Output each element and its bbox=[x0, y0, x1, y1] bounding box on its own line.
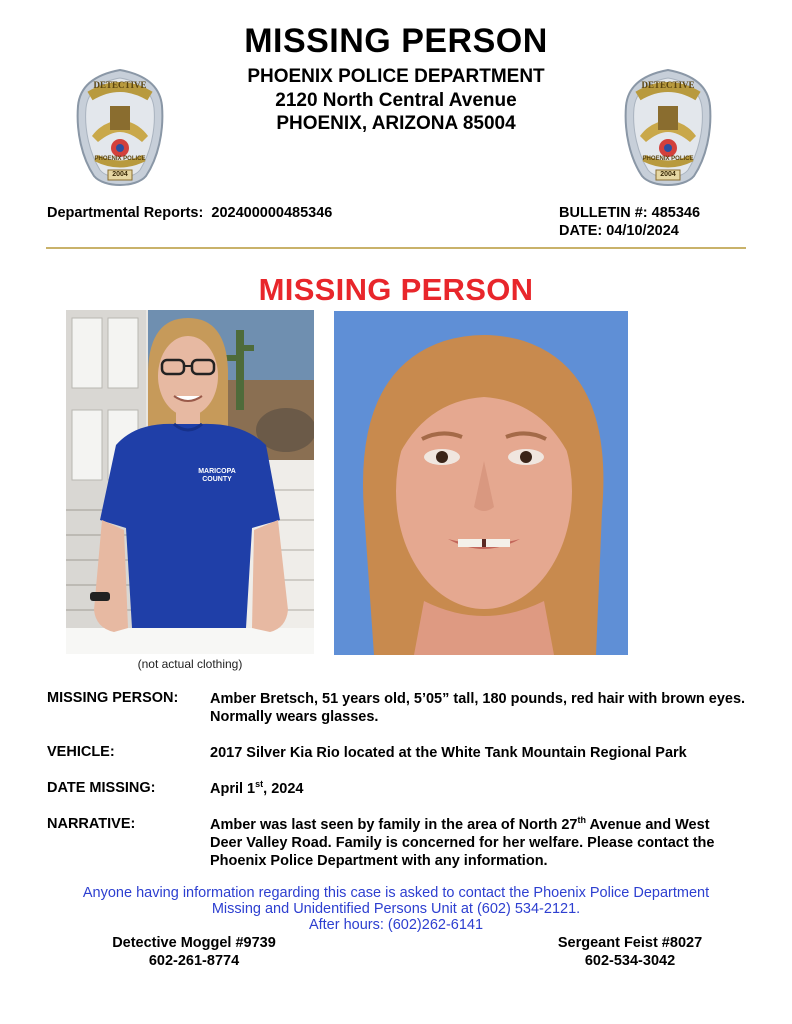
missing-person-photo-body bbox=[66, 310, 314, 654]
photo-caption: (not actual clothing) bbox=[137, 657, 243, 671]
date-missing-value bbox=[210, 780, 750, 798]
contact-detective bbox=[94, 934, 294, 970]
vehicle-description: 2017 Silver Kia Rio located at the White Tank Mountain Regional Park bbox=[210, 745, 687, 761]
badge-year-left: 2004 bbox=[112, 171, 128, 178]
contact-info-line-1: Anyone having information regarding this case is asked to contact the Phoenix Police Department bbox=[82, 885, 710, 901]
narrative-part-1: Amber was last seen by family in the area of North 27 bbox=[210, 817, 578, 833]
department-city: PHOENIX, ARIZONA 85004 bbox=[276, 113, 516, 134]
contact-sergeant-phone: 602-534-3042 bbox=[584, 953, 676, 969]
page-title: MISSING PERSON bbox=[244, 22, 548, 60]
department-address: 2120 North Central Avenue bbox=[275, 90, 517, 111]
missing-person-photo-portrait bbox=[334, 311, 628, 655]
date-missing-year: , 2024 bbox=[263, 781, 304, 797]
badge-year-right: 2004 bbox=[660, 171, 676, 178]
date-missing-main: April 1 bbox=[210, 781, 256, 797]
narrative-suffix: th bbox=[577, 815, 586, 826]
badge-top-text-left: DETECTIVE bbox=[93, 80, 147, 90]
date-value: 04/10/2024 bbox=[606, 223, 679, 239]
departmental-reports-value: 202400000485346 bbox=[211, 205, 333, 221]
contact-detective-phone: 602-261-8774 bbox=[148, 953, 240, 969]
narrative-label: NARRATIVE: bbox=[47, 816, 136, 832]
narrative-part-2: Avenue and West Deer Valley Road. Family is concerned for her welfare. Please contact the Phoenix Police Department with any information. bbox=[210, 817, 715, 869]
contact-sergeant-name: Sergeant Feist #8027 bbox=[557, 935, 703, 951]
bulletin-label: BULLETIN #: bbox=[559, 205, 648, 221]
section-title: MISSING PERSON bbox=[258, 272, 534, 307]
shirt-logo-text: MARICOPA COUNTY bbox=[198, 468, 236, 483]
contact-info-line-3: After hours: (602)262-6141 bbox=[308, 917, 484, 933]
vehicle-label: VEHICLE: bbox=[47, 744, 115, 760]
departmental-reports bbox=[47, 205, 332, 221]
bulletin-value: 485346 bbox=[651, 205, 701, 221]
contact-sergeant bbox=[530, 934, 730, 970]
header-divider bbox=[46, 247, 746, 249]
date-missing-suffix: st bbox=[255, 779, 264, 790]
badge-top-text-right: DETECTIVE bbox=[641, 80, 695, 90]
missing-person-label: MISSING PERSON: bbox=[47, 690, 179, 706]
badge-bottom-text-right: PHOENIX POLICE bbox=[642, 156, 694, 162]
department-name: PHOENIX POLICE DEPARTMENT bbox=[247, 66, 545, 87]
bulletin-number bbox=[559, 205, 700, 221]
contact-detective-name: Detective Moggel #9739 bbox=[112, 935, 276, 951]
date-label: DATE: bbox=[559, 223, 603, 239]
badge-bottom-text-left: PHOENIX POLICE bbox=[94, 156, 146, 162]
departmental-reports-label: Departmental Reports: bbox=[47, 205, 204, 221]
narrative-text bbox=[210, 816, 720, 870]
bulletin-date bbox=[559, 223, 679, 239]
date-missing-label: DATE MISSING: bbox=[47, 780, 156, 796]
contact-info-line-2: Missing and Unidentified Persons Unit at (602) 534-2121. bbox=[211, 901, 581, 917]
missing-person-description: Amber Bretsch, 51 years old, 5’05” tall, 180 pounds, red hair with brown eyes. Normally wears glasses. bbox=[210, 691, 746, 725]
